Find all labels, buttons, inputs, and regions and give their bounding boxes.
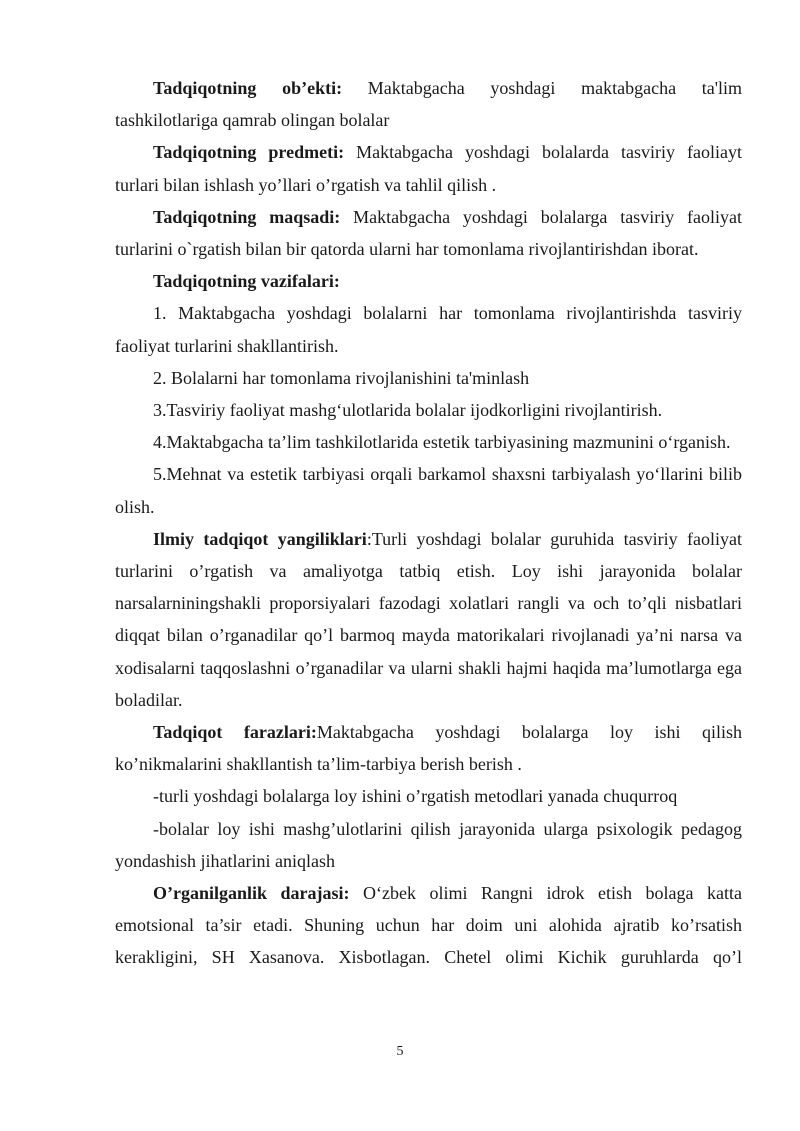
object-label: Tadqiqotning ob’ekti: (153, 78, 343, 98)
task-item-5: 5.Mehnat va estetik tarbiyasi orqali barkamol shaxsni tarbiyalash yo‘llarini bilib olish. (115, 464, 742, 517)
subject-text: Maktabgacha yoshdagi bolalarda tasviriy faoliayt turlari bilan ishlash yo’llari o’rgatish va tahlil qilish . (115, 142, 742, 195)
goal-label: Tadqiqotning maqsadi: (153, 206, 341, 227)
task-item-4: 4.Maktabgacha ta’lim tashkilotlarida estetik tarbiyasining mazmunini o‘rganish. (153, 432, 731, 453)
goal-text: Maktabgacha yoshdagi bolalarga tasviriy faoliyat turlarini o`rgatish bilan bir qatorda ularni har tomonlama rivojlantirishdan iborat. (115, 206, 742, 260)
novelty-label: Ilmiy tadqiqot yangiliklari (153, 528, 367, 549)
hypothesis-item-2: -bolalar loy ishi mashg’ulotlarini qilish jarayonida ularga psixologik pedagog yondashish jihatlarini aniqlash (115, 818, 742, 871)
hypothesis-label: Tadqiqot farazlari: (153, 722, 317, 743)
task-item-1: 1. Maktabgacha yoshdagi bolalarni har tomonlama rivojlantirishda tasviriy faoliyat turlarini shakllantirish. (115, 303, 742, 356)
document-page (115, 72, 742, 974)
hypothesis-text: Maktabgacha yoshdagi bolalarga loy ishi qilish ko’nikmalarini shakllantish ta’lim-tarbiya berish berish . (115, 722, 742, 775)
hypothesis-paragraph (115, 716, 742, 780)
subject-paragraph (115, 136, 742, 200)
task-item-2: 2. Bolalarni har tomonlama rivojlanishini ta'minlash (153, 367, 530, 388)
study-level-paragraph (115, 877, 742, 974)
task-item-3: 3.Tasviriy faoliyat mashg‘ulotlarida bolalar ijodkorligini rivojlantirish. (153, 400, 663, 421)
goal-paragraph (115, 201, 742, 265)
subject-label: Tadqiqotning predmeti: (153, 142, 345, 163)
study-level-text: O‘zbek olimi Rangni idrok etish bolaga katta emotsional ta’sir etadi. Shuning uchun har doim uni alohida ajratib ko’rsatish kerakligini, SH Xasanova. Xisbotlagan. Chetel olimi Kichik guruhlarda qo’l (115, 883, 742, 968)
hypothesis-item-1: -turli yoshdagi bolalarga loy ishini o’rgatish metodlari yanada chuqurroq (153, 786, 678, 807)
tasks-heading (115, 265, 742, 297)
object-paragraph (115, 72, 742, 136)
novelty-text: :Turli yoshdagi bolalar guruhida tasviriy faoliyat turlarini o’rgatish va amaliyotga tatbiq etish. Loy ishi jarayonida bolalar narsalarniningshakli proporsiyalari fazodagi xolatlari rangli va och to’qli nisbatlari diqqat bilan o’rganadilar qo’l barmoq mayda matorikalari rivojlanadi ya’ni narsa va xodisalarni taqqoslashni o’rganadilar va ularni shakli hajmi haqida ma’lumotlarga ega boladilar. (115, 528, 743, 710)
novelty-paragraph (115, 523, 742, 716)
object-text: Maktabgacha yoshdagi maktabgacha ta'lim tashkilotlariga qamrab olingan bolalar (115, 78, 742, 131)
page-number: 5 (396, 1044, 404, 1059)
study-level-label: O’rganilganlik darajasi: (153, 883, 350, 904)
tasks-label: Tadqiqotning vazifalari: (153, 271, 340, 292)
